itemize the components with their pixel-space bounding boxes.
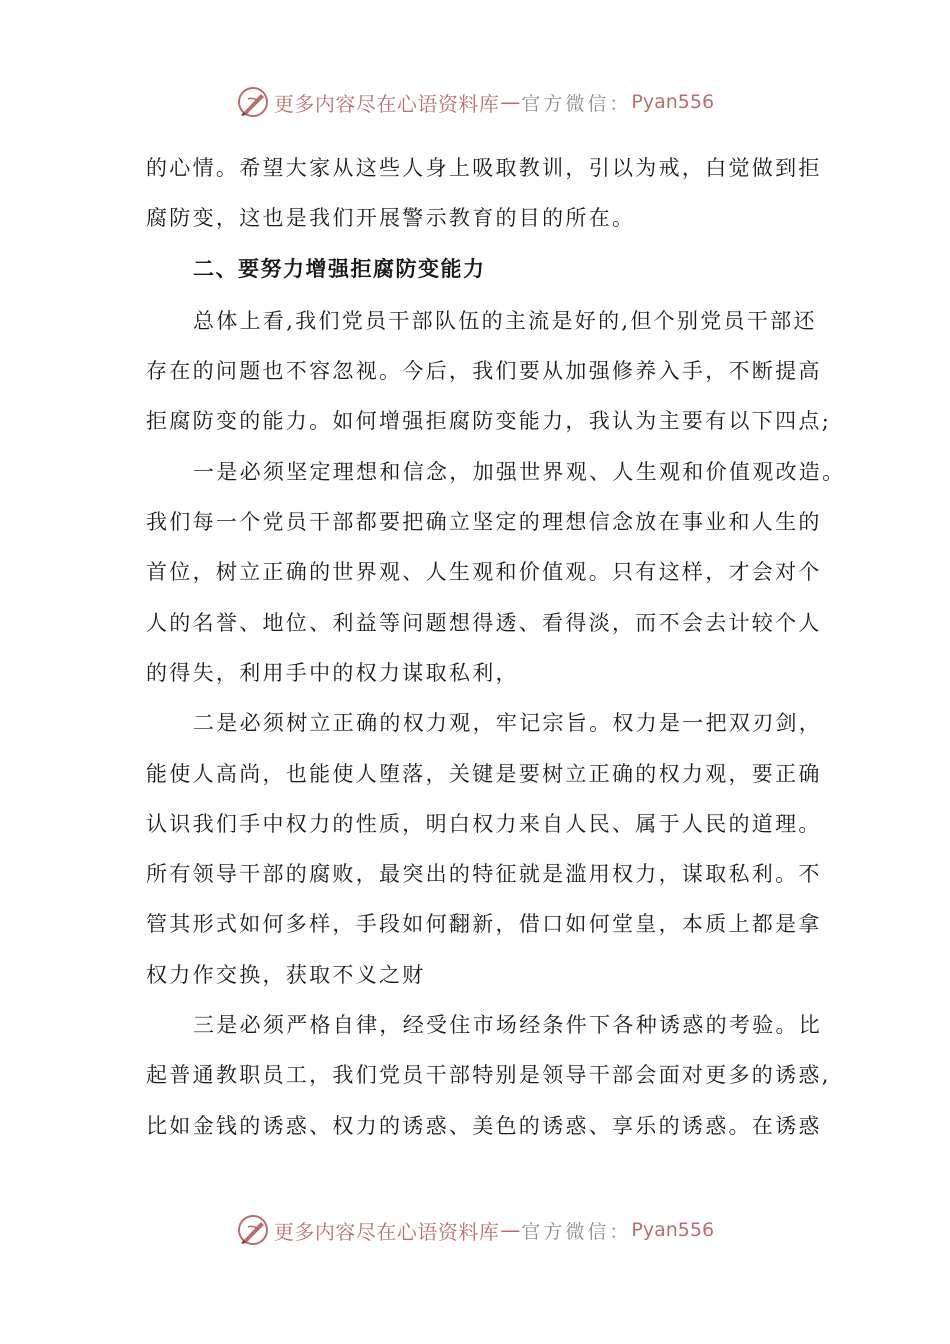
text-line: 能使人高尚，也能使人堕落，关键是要树立正确的权力观，要正确	[146, 761, 822, 786]
text-line: 的得失，利用手中的权力谋取私利，	[146, 660, 519, 685]
text-line: 管其形式如何多样，手段如何翻新，借口如何堂皇，本质上都是拿	[146, 912, 822, 937]
banner-main-text: 更多内容尽在心语资料库	[273, 91, 500, 116]
text-line: 认识我们手中权力的性质，明白权力来自人民、属于人民的道理。	[146, 811, 822, 836]
paragraph-first-line: 三是必须严格自律，经受住市场经条件下各种诱惑的考验。比	[193, 1013, 823, 1038]
text-line: 的心情。希望大家从这些人身上吸取教训，引以为戒，白觉做到拒	[146, 156, 822, 180]
text-line: 我们每一个党员干部都要把确立坚定的理想信念放在事业和人生的	[146, 510, 822, 535]
text-line: 存在的问题也不容忽视。今后，我们要从加强修养入手，不断提高	[146, 359, 822, 384]
banner-sub-text: 官方微信：	[521, 92, 632, 115]
document-body	[146, 143, 846, 1151]
text-line: 比如金钱的诱惑、权力的诱惑、美色的诱惑、享乐的诱惑。在诱惑	[146, 1113, 822, 1138]
banner-dash: —	[500, 1218, 521, 1242]
header-banner	[0, 82, 950, 122]
text-line: 拒腐防变的能力。如何增强拒腐防变能力，我认为主要有以下四点;	[146, 409, 832, 434]
section-heading: 二、要努力增强拒腐防变能力	[193, 256, 486, 281]
pen-logo-icon	[236, 1213, 270, 1247]
text-line: 腐防变，这也是我们开展警示教育的目的所在。	[146, 206, 636, 231]
text-line: 首位，树立正确的世界观、人生观和价值观。只有这样，才会对个	[146, 560, 822, 585]
banner-dash: —	[500, 90, 521, 114]
banner-wechat-id: Pyan556	[631, 1219, 715, 1241]
text-line: 起普通教职员工，我们党员干部特别是领导干部会面对更多的诱惑,	[146, 1063, 831, 1088]
text-line: 所有领导干部的腐败，最突出的特征就是滥用权力，谋取私利。不	[146, 862, 822, 887]
paragraph-first-line: 总体上看,我们党员干部队伍的主流是好的,但个别党员干部还	[193, 308, 817, 333]
paragraph-first-line: 二是必须树立正确的权力观，牢记宗旨。权力是一把双刃剑，	[193, 711, 823, 736]
text-line: 权力作交换，获取不义之财	[146, 962, 426, 987]
banner-main-text: 更多内容尽在心语资料库	[273, 1219, 500, 1244]
banner-wechat-id: Pyan556	[631, 91, 715, 113]
pen-logo-icon	[236, 85, 270, 119]
text-line: 人的名誉、地位、利益等问题想得透、看得淡，而不会去计较个人	[146, 610, 822, 635]
banner-sub-text: 官方微信：	[521, 1220, 632, 1243]
paragraph-first-line: 一是必须坚定理想和信念，加强世界观、人生观和价值观改造。	[193, 459, 846, 484]
footer-banner	[0, 1210, 950, 1250]
